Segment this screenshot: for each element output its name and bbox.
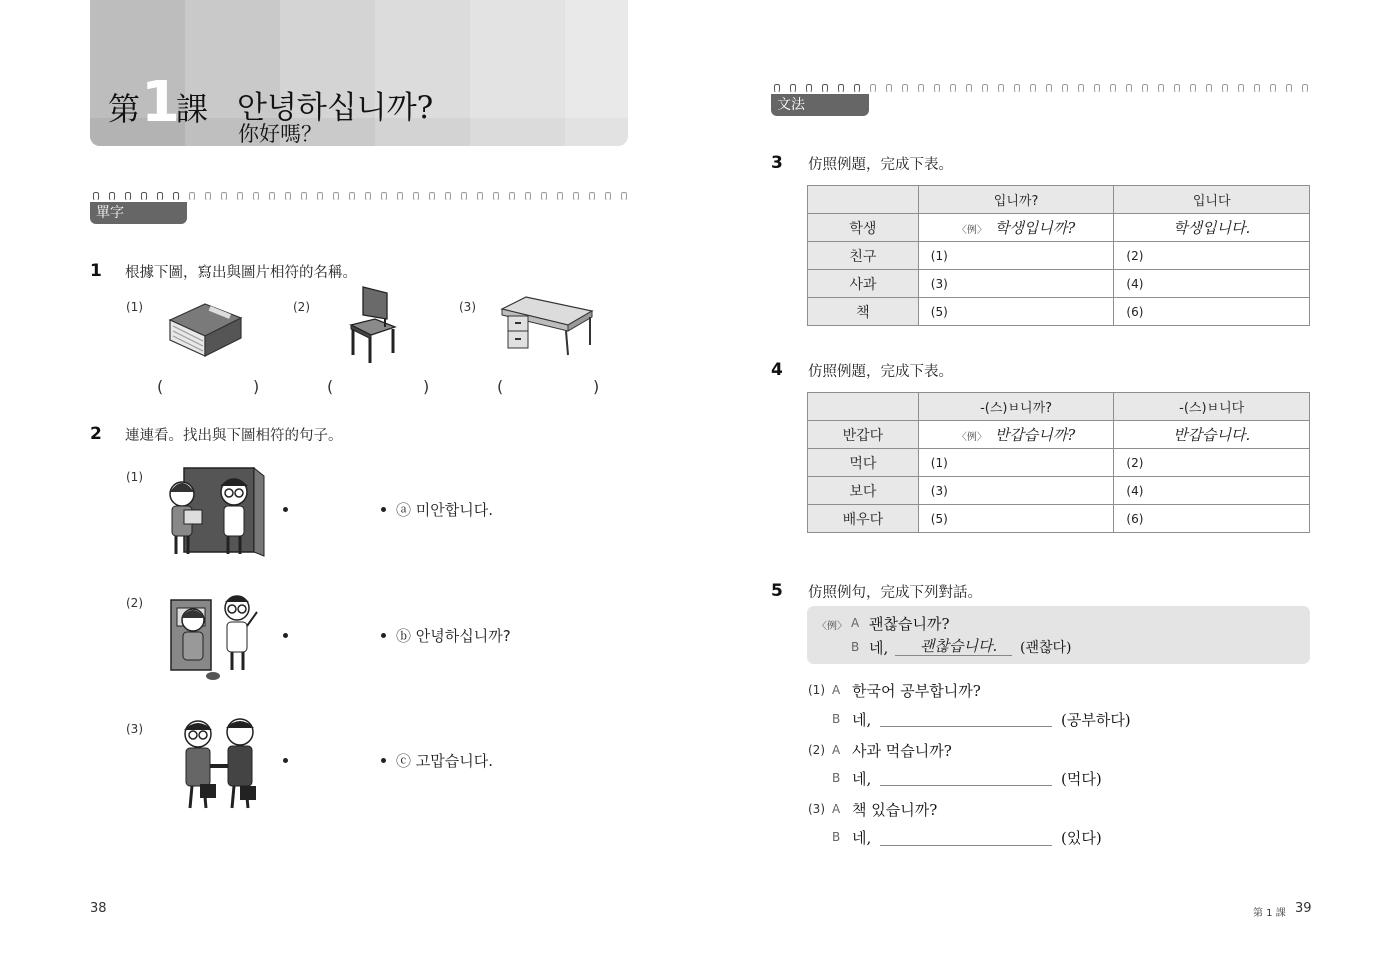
q5-item3-b-label: B — [832, 830, 841, 844]
q3-answer-cell[interactable]: (3) — [918, 270, 1114, 298]
q5-item3-b-prefix: 네, — [852, 829, 872, 847]
lesson-title-korean: 안녕하십니까? — [237, 90, 434, 126]
q3-row-label: 학생 — [808, 214, 919, 242]
q4-answer-cell[interactable]: (6) — [1114, 505, 1310, 533]
q2-item1-picture-dot[interactable] — [283, 507, 288, 512]
q3-number: 3 — [771, 153, 783, 173]
table-row — [808, 214, 1310, 242]
q5-item3-label: (3) — [808, 802, 825, 816]
q2-instruction: 連連看。找出與下圖相符的句子。 — [125, 428, 343, 444]
q4-answer-cell[interactable]: (1) — [918, 449, 1114, 477]
q5-item3-a-text: 책 있습니까? — [852, 801, 938, 819]
q2-item3-picture-dot[interactable] — [283, 758, 288, 763]
table-row — [808, 242, 1310, 270]
q5-item1-a-label: A — [832, 683, 841, 697]
example-mark: 〈例〉 — [956, 432, 987, 443]
q2-item3-label: (3) — [126, 722, 143, 736]
q1-item1-label: (1) — [126, 300, 143, 314]
q4-table — [807, 392, 1310, 533]
q4-row-label: 보다 — [808, 477, 919, 505]
q4-answer-cell[interactable]: (3) — [918, 477, 1114, 505]
q5-example-mark: 〈例〉 — [817, 621, 847, 632]
q1-item2-open-paren: ( — [327, 377, 334, 396]
q3-row-label: 친구 — [808, 242, 919, 270]
q5-example-b-label: B — [851, 640, 860, 654]
q5-item1-label: (1) — [808, 683, 825, 697]
q5-instruction: 仿照例句，完成下列對話。 — [808, 585, 982, 601]
q4-row-label: 배우다 — [808, 505, 919, 533]
table-row — [808, 298, 1310, 326]
left-page-number: 38 — [90, 901, 107, 916]
q3-answer-cell[interactable]: (5) — [918, 298, 1114, 326]
q3-instruction: 仿照例題，完成下表。 — [808, 157, 953, 173]
chair-illustration — [345, 283, 400, 365]
q5-item3-answer-input[interactable] — [880, 845, 1052, 846]
q2-item2-answer-dot[interactable] — [381, 633, 386, 638]
q4-col1-header: -(스)ㅂ니까? — [918, 393, 1114, 421]
lesson-number: 1 — [141, 70, 180, 135]
q5-item1-a-text: 한국어 공부합니까? — [852, 682, 981, 700]
q3-answer-cell[interactable]: (2) — [1114, 242, 1310, 270]
q3-row-label: 사과 — [808, 270, 919, 298]
q4-answer-cell[interactable]: (5) — [918, 505, 1114, 533]
q1-number: 1 — [90, 261, 102, 281]
q1-item2-close-paren: ) — [423, 377, 430, 396]
q2-number: 2 — [90, 424, 102, 444]
q3-table — [807, 185, 1310, 326]
grammar-section-tab: 文法 — [771, 94, 869, 116]
q1-item2-label: (2) — [293, 300, 310, 314]
q5-item2-a-text: 사과 먹습니까? — [852, 742, 952, 760]
greeting-at-door-illustration — [158, 464, 266, 558]
q4-answer-cell[interactable]: (4) — [1114, 477, 1310, 505]
q4-row-label: 반갑다 — [808, 421, 919, 449]
q2-item3-answer-dot[interactable] — [381, 758, 386, 763]
q1-item3-label: (3) — [459, 300, 476, 314]
q1-item3-close-paren: ) — [593, 377, 600, 396]
example-mark: 〈例〉 — [956, 225, 987, 236]
q3-answer-cell[interactable]: (4) — [1114, 270, 1310, 298]
q1-instruction: 根據下圖，寫出與圖片相符的名稱。 — [125, 265, 357, 281]
q2-item1-label: (1) — [126, 470, 143, 484]
q3-corner-cell — [808, 186, 919, 214]
q3-example-cell — [918, 214, 1114, 242]
q3-col2-header: 입니다 — [1114, 186, 1310, 214]
table-row — [808, 505, 1310, 533]
desk-illustration — [498, 293, 594, 357]
q5-item1-b-prefix: 네, — [852, 711, 872, 729]
q5-example-b-answer: 괜찮습니다. — [920, 637, 998, 655]
q3-example-answer-2: 학생입니다. — [1114, 214, 1310, 242]
lesson-prefix: 第 — [108, 90, 141, 128]
q5-item1-answer-input[interactable] — [880, 726, 1052, 727]
book-illustration — [165, 300, 245, 358]
q4-answer-cell[interactable]: (2) — [1114, 449, 1310, 477]
bumping-into-person-illustration — [165, 590, 261, 686]
q5-item2-b-hint: (먹다) — [1061, 770, 1102, 788]
vocab-section-tab: 單字 — [90, 202, 187, 224]
table-row — [808, 270, 1310, 298]
lesson-suffix: 課 — [176, 90, 209, 128]
q4-example-cell — [918, 421, 1114, 449]
q3-col1-header: 입니까? — [918, 186, 1114, 214]
table-row — [808, 421, 1310, 449]
q2-answer-b: ⓑ 안녕하십니까? — [396, 627, 511, 645]
q4-row-label: 먹다 — [808, 449, 919, 477]
q1-item3-open-paren: ( — [497, 377, 504, 396]
q2-item1-answer-dot[interactable] — [381, 507, 386, 512]
q4-instruction: 仿照例題，完成下表。 — [808, 364, 953, 380]
handshake-illustration — [176, 714, 266, 812]
q5-example-b-prefix: 네, — [869, 639, 889, 657]
q3-answer-cell[interactable]: (6) — [1114, 298, 1310, 326]
q5-item3-b-hint: (있다) — [1061, 829, 1102, 847]
q3-answer-cell[interactable]: (1) — [918, 242, 1114, 270]
q5-item2-answer-input[interactable] — [880, 785, 1052, 786]
q5-example-b-hint: (괜찮다) — [1020, 640, 1072, 656]
q5-number: 5 — [771, 581, 783, 601]
q3-row-label: 책 — [808, 298, 919, 326]
q1-item1-close-paren: ) — [253, 377, 260, 396]
table-row — [808, 449, 1310, 477]
q3-example-answer-1: 학생입니까? — [994, 219, 1076, 237]
q4-example-answer-1: 반갑습니까? — [994, 426, 1076, 444]
lesson-title-chinese: 你好嗎？ — [238, 122, 322, 146]
q1-item1-open-paren: ( — [157, 377, 164, 396]
q5-item2-a-label: A — [832, 743, 841, 757]
q4-corner-cell — [808, 393, 919, 421]
right-page-lesson-label: 第 1 課 — [1253, 908, 1286, 919]
table-row — [808, 477, 1310, 505]
q2-item2-picture-dot[interactable] — [283, 633, 288, 638]
q5-example-a-text: 괜찮습니까? — [869, 615, 950, 633]
q5-item1-b-label: B — [832, 712, 841, 726]
q5-item2-b-prefix: 네, — [852, 770, 872, 788]
q5-item3-a-label: A — [832, 802, 841, 816]
q5-item2-b-label: B — [832, 771, 841, 785]
q4-number: 4 — [771, 360, 783, 380]
q5-item1-b-hint: (공부하다) — [1061, 711, 1131, 729]
q2-answer-c: ⓒ 고맙습니다. — [396, 752, 493, 770]
q5-example-a-label: A — [851, 616, 860, 630]
q5-item2-label: (2) — [808, 743, 825, 757]
right-page-number: 39 — [1295, 901, 1312, 916]
q4-example-answer-2: 반갑습니다. — [1114, 421, 1310, 449]
q2-answer-a: ⓐ 미안합니다. — [396, 501, 493, 519]
q2-item2-label: (2) — [126, 596, 143, 610]
q4-col2-header: -(스)ㅂ니다 — [1114, 393, 1310, 421]
